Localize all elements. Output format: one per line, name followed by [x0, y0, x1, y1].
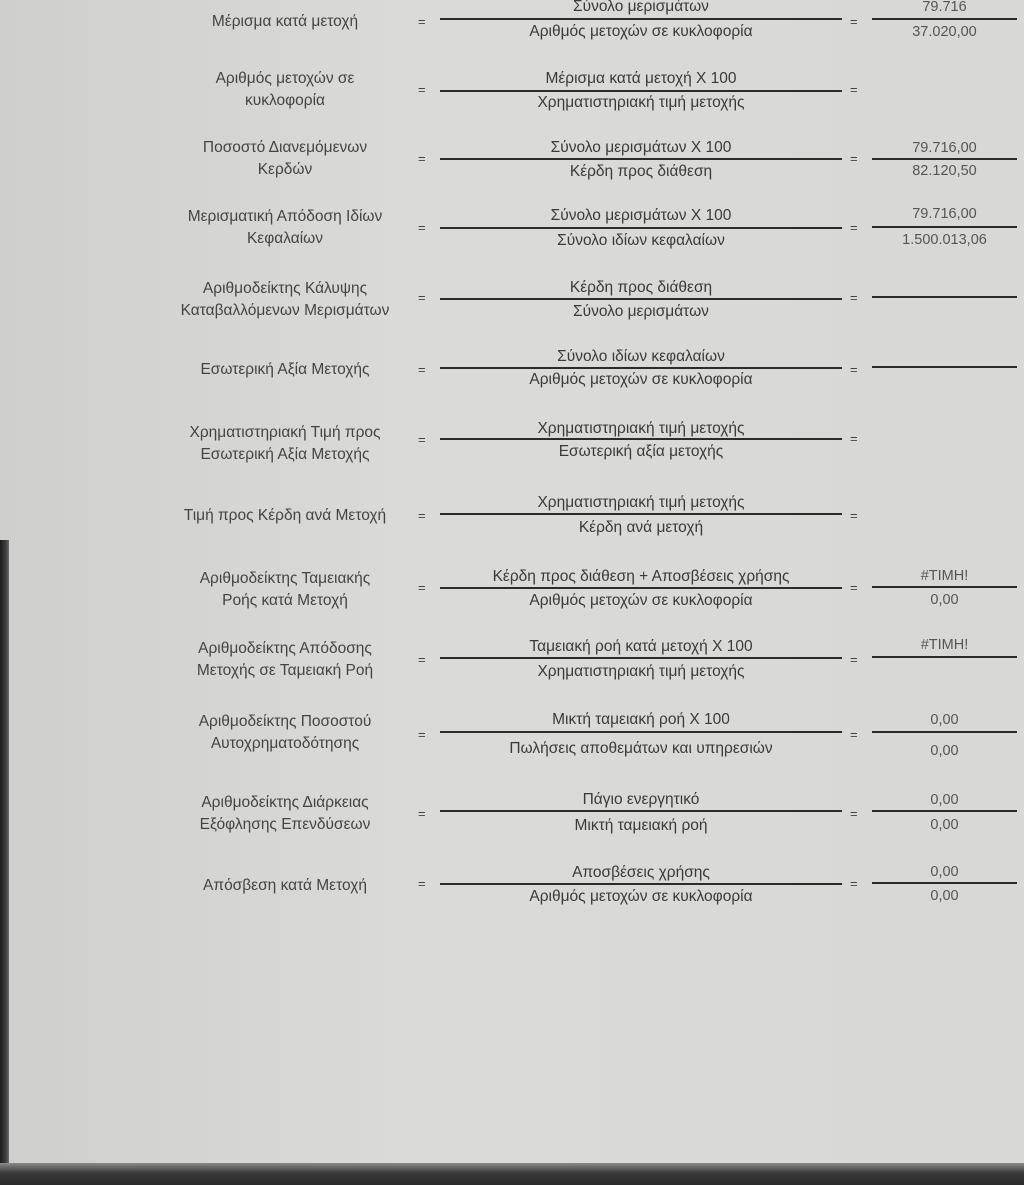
ratio-row	[0, 703, 1024, 763]
fraction-line	[440, 587, 842, 589]
formula-denominator: Αριθμός μετοχών σε κυκλοφορία	[529, 888, 753, 905]
formula-denominator: Μικτή ταμειακή ροή	[574, 817, 708, 834]
result-denominator: 0,00	[930, 743, 959, 759]
result-numerator: 79.716	[922, 0, 967, 15]
fraction-line	[440, 438, 842, 440]
formula-numerator: Πάγιο ενεργητικό	[582, 791, 700, 808]
result-denominator: 82.120,50	[912, 163, 977, 179]
formula-denominator: Σύνολο μερισμάτων	[573, 303, 709, 320]
formula-numerator: Σύνολο μερισμάτων Χ 100	[550, 207, 732, 224]
ratio-row	[0, 129, 1024, 189]
equals-sign: =	[418, 82, 426, 97]
fraction-line	[440, 731, 842, 733]
fraction-line	[440, 367, 842, 369]
equals-sign: =	[850, 431, 858, 446]
formula-numerator: Αποσβέσεις χρήσης	[572, 864, 710, 881]
equals-sign: =	[850, 806, 858, 821]
ratio-label: Αριθμοδείκτης Ταμειακής Ροής κατά Μετοχή	[199, 570, 371, 609]
result-line	[872, 18, 1017, 20]
ratio-row	[0, 198, 1024, 258]
result-line	[872, 731, 1017, 733]
ratio-label: Χρηματιστηριακή Τιμή προς Εσωτερική Αξία Μετοχής	[189, 424, 381, 463]
fraction-line	[440, 90, 842, 92]
equals-sign: =	[850, 290, 858, 305]
formula-denominator: Αριθμός μετοχών σε κυκλοφορία	[529, 592, 753, 609]
fraction-line	[440, 657, 842, 659]
formula-denominator: Αριθμός μετοχών σε κυκλοφορία	[529, 371, 753, 388]
ratio-label: Αριθμοδείκτης Διάρκειας Εξόφλησης Επενδύσεων	[199, 794, 371, 833]
result-numerator: 79.716,00	[912, 206, 977, 222]
equals-sign: =	[850, 151, 858, 166]
equals-sign: =	[418, 432, 426, 447]
ratio-label: Αριθμοδείκτης Κάλυψης Καταβαλλόμενων Μερισμάτων	[180, 280, 390, 319]
result-numerator: 0,00	[930, 864, 959, 880]
fraction-line	[440, 810, 842, 812]
formula-numerator: Χρηματιστηριακή τιμή μετοχής	[537, 420, 745, 437]
formula-denominator: Αριθμός μετοχών σε κυκλοφορία	[529, 23, 753, 40]
page-binding-edge	[0, 540, 9, 1185]
fraction-line	[440, 18, 842, 20]
ratio-label: Εσωτερική Αξία Μετοχής	[200, 361, 370, 378]
formula-denominator: Χρηματιστηριακή τιμή μετοχής	[537, 94, 745, 111]
ratio-row	[0, 340, 1024, 400]
equals-sign: =	[850, 220, 858, 235]
formula-numerator: Σύνολο μερισμάτων Χ 100	[550, 139, 732, 156]
formula-denominator: Χρηματιστηριακή τιμή μετοχής	[537, 663, 745, 680]
result-line	[872, 586, 1017, 588]
equals-sign: =	[418, 508, 426, 523]
page-bottom-edge	[0, 1163, 1024, 1185]
ratio-row	[0, 60, 1024, 120]
ratio-label: Αριθμοδείκτης Απόδοσης Μετοχής σε Ταμειακή Ροή	[196, 640, 374, 679]
formula-numerator: Μικτή ταμειακή ροή Χ 100	[552, 711, 730, 728]
result-numerator: 0,00	[930, 792, 959, 808]
fraction-line	[440, 513, 842, 515]
result-line	[872, 158, 1017, 160]
formula-denominator: Πωλήσεις αποθεμάτων και υπηρεσιών	[509, 740, 773, 757]
formula-numerator: Χρηματιστηριακή τιμή μετοχής	[537, 494, 745, 511]
formula-numerator: Κέρδη προς διάθεση + Αποσβέσεις χρήσης	[492, 568, 790, 585]
equals-sign: =	[850, 727, 858, 742]
result-line	[872, 810, 1017, 812]
result-denominator: 1.500.013,06	[902, 232, 987, 248]
ratio-row	[0, 486, 1024, 546]
result-denominator: 0,00	[930, 888, 959, 904]
ratio-row	[0, 270, 1024, 330]
formula-numerator: Σύνολο μερισμάτων	[573, 0, 709, 15]
result-numerator: #ΤΙΜΗ!	[920, 568, 969, 584]
result-denominator: 0,00	[930, 592, 959, 608]
ratio-row	[0, 856, 1024, 916]
equals-sign: =	[418, 151, 426, 166]
equals-sign: =	[418, 727, 426, 742]
result-numerator: #ΤΙΜΗ!	[920, 637, 969, 653]
formula-denominator: Σύνολο ιδίων κεφαλαίων	[557, 232, 725, 249]
formula-denominator: Κέρδη προς διάθεση	[569, 163, 713, 180]
result-denominator: 37.020,00	[912, 24, 977, 40]
fraction-line	[440, 883, 842, 885]
equals-sign: =	[850, 580, 858, 595]
equals-sign: =	[850, 508, 858, 523]
formula-numerator: Ταμειακή ροή κατά μετοχή Χ 100	[529, 638, 753, 655]
fraction-line	[440, 298, 842, 300]
result-numerator: 79.716,00	[912, 140, 977, 156]
equals-sign: =	[418, 362, 426, 377]
result-line	[872, 882, 1017, 884]
equals-sign: =	[418, 652, 426, 667]
fraction-line	[440, 227, 842, 229]
ratio-row	[0, 630, 1024, 690]
ratio-row	[0, 414, 1024, 474]
formula-denominator: Κέρδη ανά μετοχή	[578, 519, 704, 536]
ratio-label: Απόσβεση κατά Μετοχή	[203, 877, 367, 894]
result-denominator: 0,00	[930, 817, 959, 833]
result-line	[872, 656, 1017, 658]
equals-sign: =	[850, 876, 858, 891]
ratio-row	[0, 560, 1024, 620]
ratio-label: Αριθμοδείκτης Ποσοστού Αυτοχρηματοδότησης	[198, 713, 372, 752]
result-line	[872, 296, 1017, 298]
equals-sign: =	[418, 290, 426, 305]
formula-numerator: Κέρδη προς διάθεση	[569, 279, 713, 296]
ratio-label: Τιμή προς Κέρδη ανά Μετοχή	[183, 507, 387, 524]
equals-sign: =	[850, 652, 858, 667]
result-numerator: 0,00	[930, 712, 959, 728]
ratio-label: Ποσοστό Διανεμόμενων Κερδών	[202, 139, 368, 178]
equals-sign: =	[850, 14, 858, 29]
ratio-row	[0, 0, 1024, 52]
equals-sign: =	[418, 14, 426, 29]
fraction-line	[440, 158, 842, 160]
equals-sign: =	[850, 362, 858, 377]
ratio-label: Μέρισμα κατά μετοχή	[211, 13, 359, 30]
ratio-label: Αριθμός μετοχών σε κυκλοφορία	[215, 70, 355, 109]
equals-sign: =	[418, 806, 426, 821]
result-line	[872, 226, 1017, 228]
equals-sign: =	[418, 876, 426, 891]
equals-sign: =	[850, 82, 858, 97]
formula-denominator: Εσωτερική αξία μετοχής	[558, 443, 724, 460]
ratio-label: Μερισματική Απόδοση Ιδίων Κεφαλαίων	[187, 208, 383, 247]
result-line	[872, 366, 1017, 368]
ratio-row	[0, 784, 1024, 844]
equals-sign: =	[418, 580, 426, 595]
formula-numerator: Μέρισμα κατά μετοχή Χ 100	[545, 70, 737, 87]
equals-sign: =	[418, 220, 426, 235]
formula-numerator: Σύνολο ιδίων κεφαλαίων	[557, 348, 725, 365]
